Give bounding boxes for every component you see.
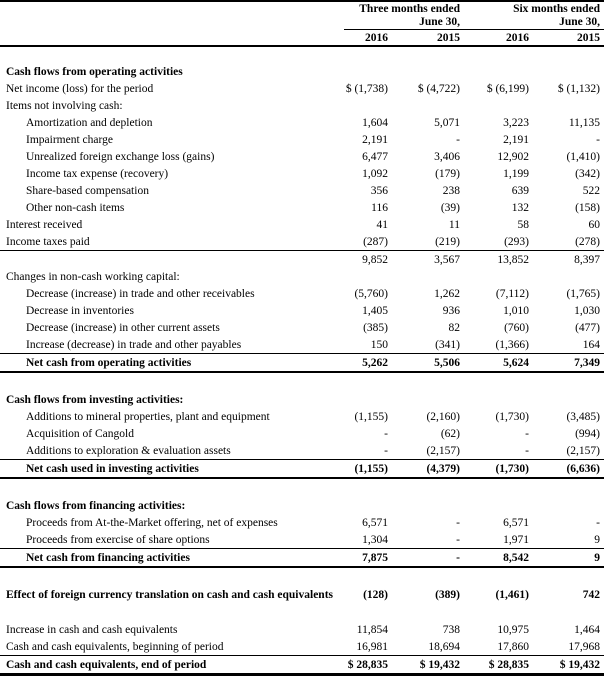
cell-value: 238 [442,184,460,197]
cell-value [344,97,392,114]
cell-value: - [392,549,464,568]
cell-value: 82 [448,321,460,334]
cell-value: 1,405 [362,304,388,317]
cell-value [533,97,604,114]
cell-value: 1,464 [574,623,601,636]
table-row [0,114,604,131]
row-label: Other non-cash items [26,201,125,214]
cell-value [392,268,464,285]
table-row [0,233,604,251]
row-label: Income tax expense (recovery) [26,167,169,180]
cell-value: 10,975 [497,623,529,636]
cell-value: - [525,444,529,457]
col-group-six-months [464,1,604,30]
cell-value: (1,730) [464,460,533,479]
table-row [0,336,604,354]
cell-value: 58 [517,218,529,231]
cell-value: - [596,516,601,529]
col-group-title: Six months ended [513,3,601,15]
table-row [0,216,604,233]
cell-value: 17,860 [497,640,529,653]
cell-value: (6,636) [533,460,604,479]
cell-value: (2,157) [566,444,601,457]
table-row [0,549,604,568]
row-label: Cash and cash equivalents, end of period [0,656,344,675]
row-label: Decrease in inventories [26,304,134,317]
cell-value: 1,304 [362,533,388,546]
cell-value: (287) [363,235,388,248]
table-row [0,425,604,442]
cell-value: 356 [370,184,388,197]
col-group-title: Three months ended [359,3,460,15]
table-row [0,638,604,656]
cell-value: 7,349 [533,354,604,373]
cell-value [464,497,533,514]
cell-value: 1,971 [503,533,529,546]
cell-value: 11,854 [356,623,388,636]
row-label: Net cash from financing activities [0,549,344,568]
spacer-row [0,46,604,63]
table-row [0,165,604,182]
table-row [0,251,604,269]
col-group-three-months [344,1,464,30]
cell-value: 16,981 [356,640,388,653]
cell-value [344,268,392,285]
cell-value: (1,730) [495,410,529,423]
row-label: Increase (decrease) in trade and other payables [26,338,242,351]
year-header: 2016 [344,30,392,47]
cell-value [533,268,604,285]
row-label: Decrease (increase) in trade and other receivables [26,287,255,300]
row-label: Proceeds from exercise of share options [26,533,210,546]
cell-value: (179) [435,167,460,180]
cell-value [344,497,392,514]
cell-value: (477) [575,321,601,334]
cell-value: - [456,533,460,546]
column-group-header-row [0,1,604,30]
row-label: Unrealized foreign exchange loss (gains) [26,150,215,163]
spacer-cell [0,478,604,497]
cell-value: 8,542 [464,549,533,568]
cell-value: 3,223 [503,116,529,129]
cell-value: 41 [376,218,388,231]
cell-value: (342) [575,167,601,180]
cell-value [392,391,464,408]
cell-value: 9 [533,549,604,568]
table-row [0,182,604,199]
cell-value [344,63,392,80]
statement-body [0,46,604,675]
cell-value: (760) [504,321,529,334]
cell-value: 738 [442,623,460,636]
table-row [0,586,604,603]
cell-value [464,391,533,408]
cell-value: (7,112) [495,287,529,300]
cell-value: (2,160) [426,410,460,423]
cell-value: - [384,444,388,457]
cell-value: - [456,516,460,529]
cell-value [533,497,604,514]
row-label: Decrease (increase) in other current assets [26,321,220,334]
cell-value: 13,852 [464,251,533,269]
table-row [0,531,604,549]
row-label: Share-based compensation [26,184,149,197]
cell-value: 1,010 [503,304,529,317]
cell-value: 1,262 [434,287,460,300]
cell-value: 5,624 [464,354,533,373]
cell-value: (5,760) [354,287,388,300]
cell-value: (158) [575,201,601,214]
table-row [0,80,604,97]
col-group-subtitle: June 30, [559,15,601,28]
spacer-cell [0,372,604,391]
row-label: Cash flows from operating activities [6,65,183,78]
spacer-cell [0,567,604,586]
cell-value [533,391,604,408]
year-header: 2015 [533,30,604,47]
cell-value: 1,199 [503,167,529,180]
spacer-row [0,372,604,391]
cell-value [464,97,533,114]
row-label: Proceeds from At-the-Market offering, net of expenses [26,516,278,529]
cell-value: (1,155) [354,410,388,423]
year-header: 2016 [464,30,533,47]
table-row [0,442,604,460]
cell-value: (293) [504,235,529,248]
spacer-row [0,567,604,586]
cell-value: 3,567 [392,251,464,269]
cell-value: (389) [435,588,460,601]
cell-value: - [456,133,460,146]
cell-value: 6,571 [362,516,388,529]
cell-value [344,391,392,408]
row-label [0,251,344,269]
cell-value: 164 [582,338,601,351]
cell-value: 11,135 [568,116,601,129]
table-row [0,460,604,479]
cell-value: (39) [440,201,460,214]
cell-value: 1,030 [574,304,601,317]
cell-value: (4,379) [392,460,464,479]
cell-value [533,63,604,80]
table-row [0,285,604,302]
cell-value: (128) [363,588,388,601]
cell-value: 3,406 [434,150,460,163]
cell-value: 7,875 [344,549,392,568]
cell-value: $ 28,835 [344,656,392,675]
cell-value [392,63,464,80]
cell-value: 132 [511,201,529,214]
cell-value: 60 [588,218,601,231]
year-header-row [0,30,604,47]
cell-value: (1,461) [495,588,529,601]
cell-value: (994) [575,427,601,440]
table-row [0,514,604,531]
cell-value: 9,852 [344,251,392,269]
spacer-row [0,603,604,621]
row-label: Net cash from operating activities [0,354,344,373]
cell-value: 18,694 [428,640,460,653]
row-label: Changes in non-cash working capital: [6,270,180,283]
cell-value: 116 [371,201,388,214]
row-label: Cash flows from financing activities: [6,499,186,512]
row-label: Amortization and depletion [26,116,153,129]
table-row [0,408,604,425]
cell-value: 11 [448,218,460,231]
cell-value: (1,410) [566,150,601,163]
cell-value: (1,155) [344,460,392,479]
table-row [0,63,604,80]
row-label: Cash and cash equivalents, beginning of period [6,640,224,653]
table-row [0,391,604,408]
cell-value: 12,902 [497,150,529,163]
cell-value: 8,397 [533,251,604,269]
cell-value: - [525,427,529,440]
row-label: Net cash used in investing activities [0,460,344,479]
cell-value: 6,571 [503,516,529,529]
cell-value: $ (4,722) [417,82,460,95]
cell-value: 2,191 [362,133,388,146]
row-label: Interest received [6,218,83,231]
cell-value: 936 [442,304,460,317]
table-row [0,199,604,216]
cell-value: 522 [582,184,601,197]
cell-value: - [596,133,601,146]
cell-value [464,268,533,285]
row-label: Increase in cash and cash equivalents [6,623,178,636]
cell-value: 150 [370,338,388,351]
cell-value: $ 19,432 [392,656,464,675]
spacer-cell [0,603,604,621]
row-label: Items not involving cash: [6,99,123,112]
cell-value: - [384,427,388,440]
row-label: Income taxes paid [6,235,90,248]
table-row [0,97,604,114]
cell-value: 5,071 [434,116,460,129]
cell-value: 2,191 [503,133,529,146]
cell-value: 17,968 [568,640,601,653]
table-row [0,148,604,165]
table-row [0,302,604,319]
cell-value: 5,506 [392,354,464,373]
table-row [0,497,604,514]
row-label: Effect of foreign currency translation on cash and cash equivalents [6,588,333,601]
cell-value: 742 [582,588,601,601]
cell-value: (385) [363,321,388,334]
cell-value: 6,477 [362,150,388,163]
cell-value: 639 [511,184,529,197]
row-label: Net income (loss) for the period [6,82,154,95]
table-row [0,131,604,148]
table-row [0,319,604,336]
table-row [0,656,604,675]
cell-value: (278) [575,235,601,248]
cell-value: (62) [440,427,460,440]
cell-value: (1,765) [566,287,601,300]
row-label: Additions to exploration & evaluation assets [26,444,231,457]
cell-value: $ 19,432 [533,656,604,675]
row-label: Additions to mineral properties, plant and equipment [26,410,270,423]
cell-value [392,497,464,514]
cell-value: 1,604 [362,116,388,129]
year-header: 2015 [392,30,464,47]
label-column-header [0,30,344,47]
table-row [0,354,604,373]
row-label: Acquisition of Cangold [26,427,134,440]
cell-value: (219) [435,235,460,248]
cell-value: (1,366) [495,338,529,351]
cell-value: 1,092 [362,167,388,180]
label-column-header [0,1,344,30]
cell-value: (3,485) [566,410,601,423]
row-label: Impairment charge [26,133,113,146]
cell-value: (2,157) [426,444,460,457]
cell-value: $ (1,738) [345,82,388,95]
cell-value: (341) [435,338,460,351]
cell-value: 9 [594,533,601,546]
table-row [0,621,604,638]
cell-value [464,63,533,80]
cell-value: $ (6,199) [486,82,529,95]
cell-value: $ 28,835 [464,656,533,675]
spacer-row [0,478,604,497]
cell-value: $ (1,132) [557,82,601,95]
col-group-subtitle: June 30, [419,15,460,28]
table-row [0,268,604,285]
cell-value [392,97,464,114]
row-label: Cash flows from investing activities: [6,393,184,406]
cell-value: 5,262 [344,354,392,373]
